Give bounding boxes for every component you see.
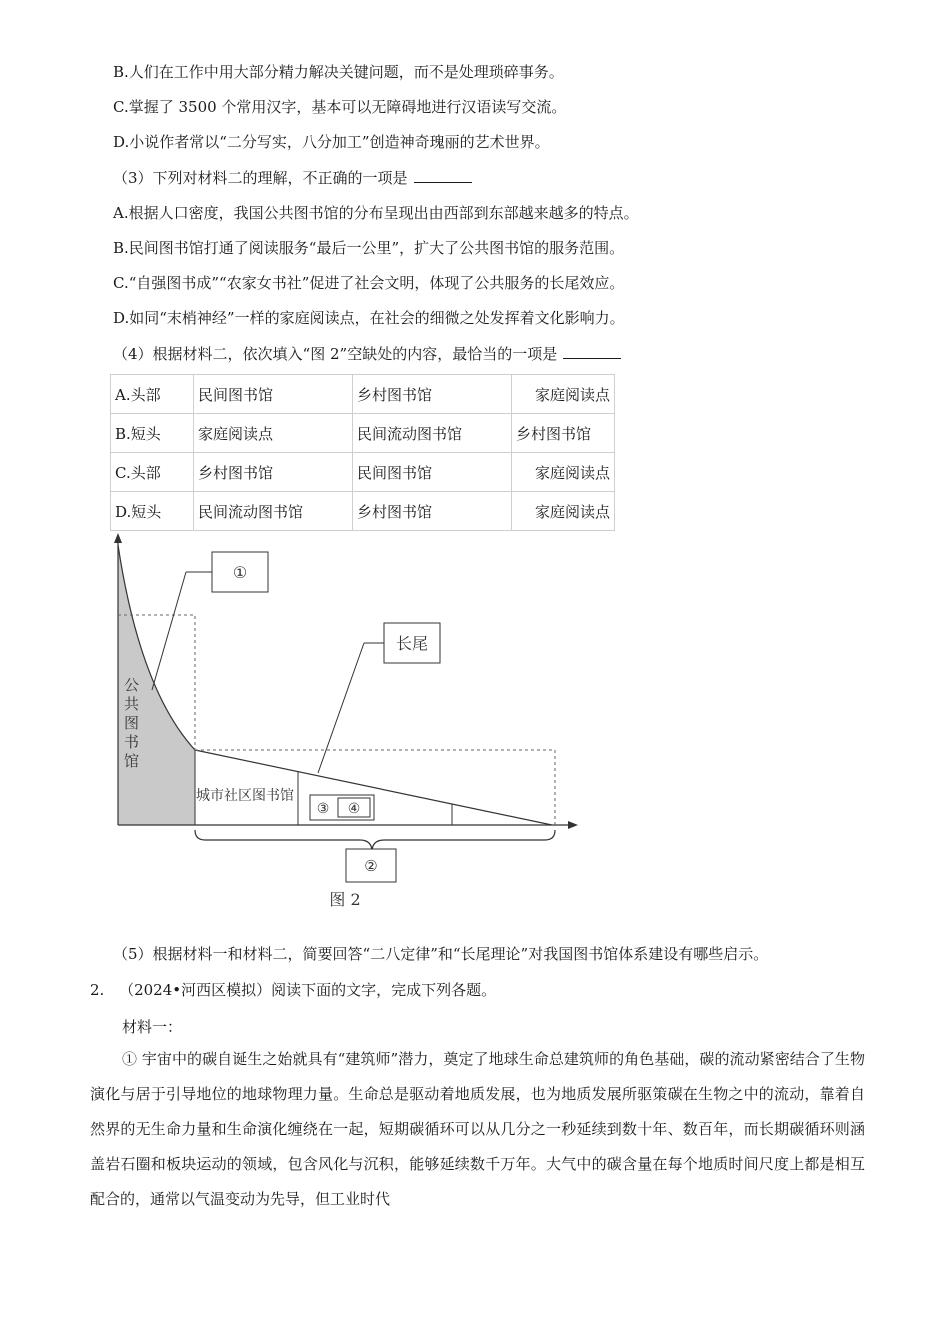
answer-blank — [414, 168, 472, 183]
long-tail-label: 长尾 — [395, 634, 429, 653]
q4-stem: （4）根据材料二，依次填入“图 2”空缺处的内容，最恰当的一项是 — [113, 345, 558, 363]
table-cell: 乡村图书馆 — [353, 492, 512, 531]
q4-stem-line — [113, 344, 621, 364]
q3-option-b: B.民间图书馆打通了阅读服务“最后一公里”，扩大了公共图书馆的服务范围。 — [113, 239, 625, 257]
table-cell: 民间流动图书馆 — [194, 492, 353, 531]
material-label: 材料一： — [122, 1018, 183, 1036]
public-library-char: 公 — [124, 676, 140, 694]
table-cell: C.头部 — [111, 453, 194, 492]
question-intro: （2024•河西区模拟）阅读下面的文字，完成下列各题。 — [119, 981, 497, 999]
q3-option-c: C.“自强图书成”“农家女书社”促进了社会文明，体现了公共服务的长尾效应。 — [113, 274, 625, 292]
long-tail-diagram — [0, 525, 620, 920]
table-row — [111, 375, 615, 414]
table-cell: 家庭阅读点 — [512, 492, 615, 531]
q4-options-table — [110, 374, 615, 531]
material-paragraph: ① 宇宙中的碳自诞生之始就具有“建筑师”潜力，奠定了地球生命总建筑师的角色基础，碳的流动紧密结合了生物演化与居于引导地位的地球物理力量。生命总是驱动着地质发展，也为地质发展所驱策碳在生物之中的流动，靠着自然界的无生命力量和生命演化缠绕在一起，短期碳循环可以从几分之一秒延续到数十年、数百年，而长期碳循环则涵盖岩石圈和板块运动的领域，包含风化与沉积，能够延续数千万年。大气中的碳含量在每个地质时间尺度上都是相互配合的，通常以气温变动为先导，但工业时代 — [90, 1050, 865, 1208]
answer-blank — [563, 344, 621, 359]
option-b: B.人们在工作中用大部分精力解决关键问题，而不是处理琐碎事务。 — [113, 63, 564, 81]
q3-option-d: D.如同“末梢神经”一样的家庭阅读点，在社会的细微之处发挥着文化影响力。 — [113, 309, 625, 327]
q3-stem-line — [113, 168, 472, 188]
community-library-label: 城市社区图书馆 — [196, 788, 294, 804]
table-cell: 家庭阅读点 — [512, 453, 615, 492]
option-d: D.小说作者常以“二分写实，八分加工”创造神奇瑰丽的艺术世界。 — [113, 133, 550, 151]
x-axis-arrow — [568, 821, 578, 829]
box-1-label: ① — [232, 563, 248, 582]
leader-line — [318, 643, 364, 773]
public-library-char: 图 — [124, 714, 140, 732]
public-library-char: 书 — [124, 733, 140, 751]
table-cell: 家庭阅读点 — [512, 375, 615, 414]
public-library-char: 馆 — [124, 752, 140, 770]
table-cell: B.短头 — [111, 414, 194, 453]
q3-option-a: A.根据人口密度，我国公共图书馆的分布呈现出由西部到东部越来越多的特点。 — [113, 204, 639, 222]
box-2-label: ② — [364, 857, 378, 875]
table-cell: 乡村图书馆 — [512, 414, 615, 453]
public-library-char: 共 — [124, 695, 140, 713]
table-cell: D.短头 — [111, 492, 194, 531]
q5: （5）根据材料一和材料二，简要回答“二八定律”和“长尾理论”对我国图书馆体系建设有哪些启示。 — [113, 945, 769, 963]
table-cell: 民间流动图书馆 — [353, 414, 512, 453]
table-cell: 民间图书馆 — [353, 453, 512, 492]
question-number: 2. — [90, 981, 105, 999]
y-axis-arrow — [114, 533, 122, 543]
leader-line — [152, 572, 186, 690]
table-cell: 民间图书馆 — [194, 375, 353, 414]
q3-stem: （3）下列对材料二的理解，不正确的一项是 — [113, 169, 408, 187]
question-2-header — [90, 980, 496, 1000]
figure-caption: 图 2 — [329, 890, 361, 909]
table-row — [111, 414, 615, 453]
table-cell: 乡村图书馆 — [353, 375, 512, 414]
box-3-label: ③ — [316, 801, 330, 817]
table-cell: A.头部 — [111, 375, 194, 414]
table-row — [111, 453, 615, 492]
box-4-label: ④ — [347, 801, 361, 817]
table-cell: 乡村图书馆 — [194, 453, 353, 492]
table-cell: 家庭阅读点 — [194, 414, 353, 453]
option-c: C.掌握了 3500 个常用汉字，基本可以无障碍地进行汉语读写交流。 — [113, 98, 567, 116]
